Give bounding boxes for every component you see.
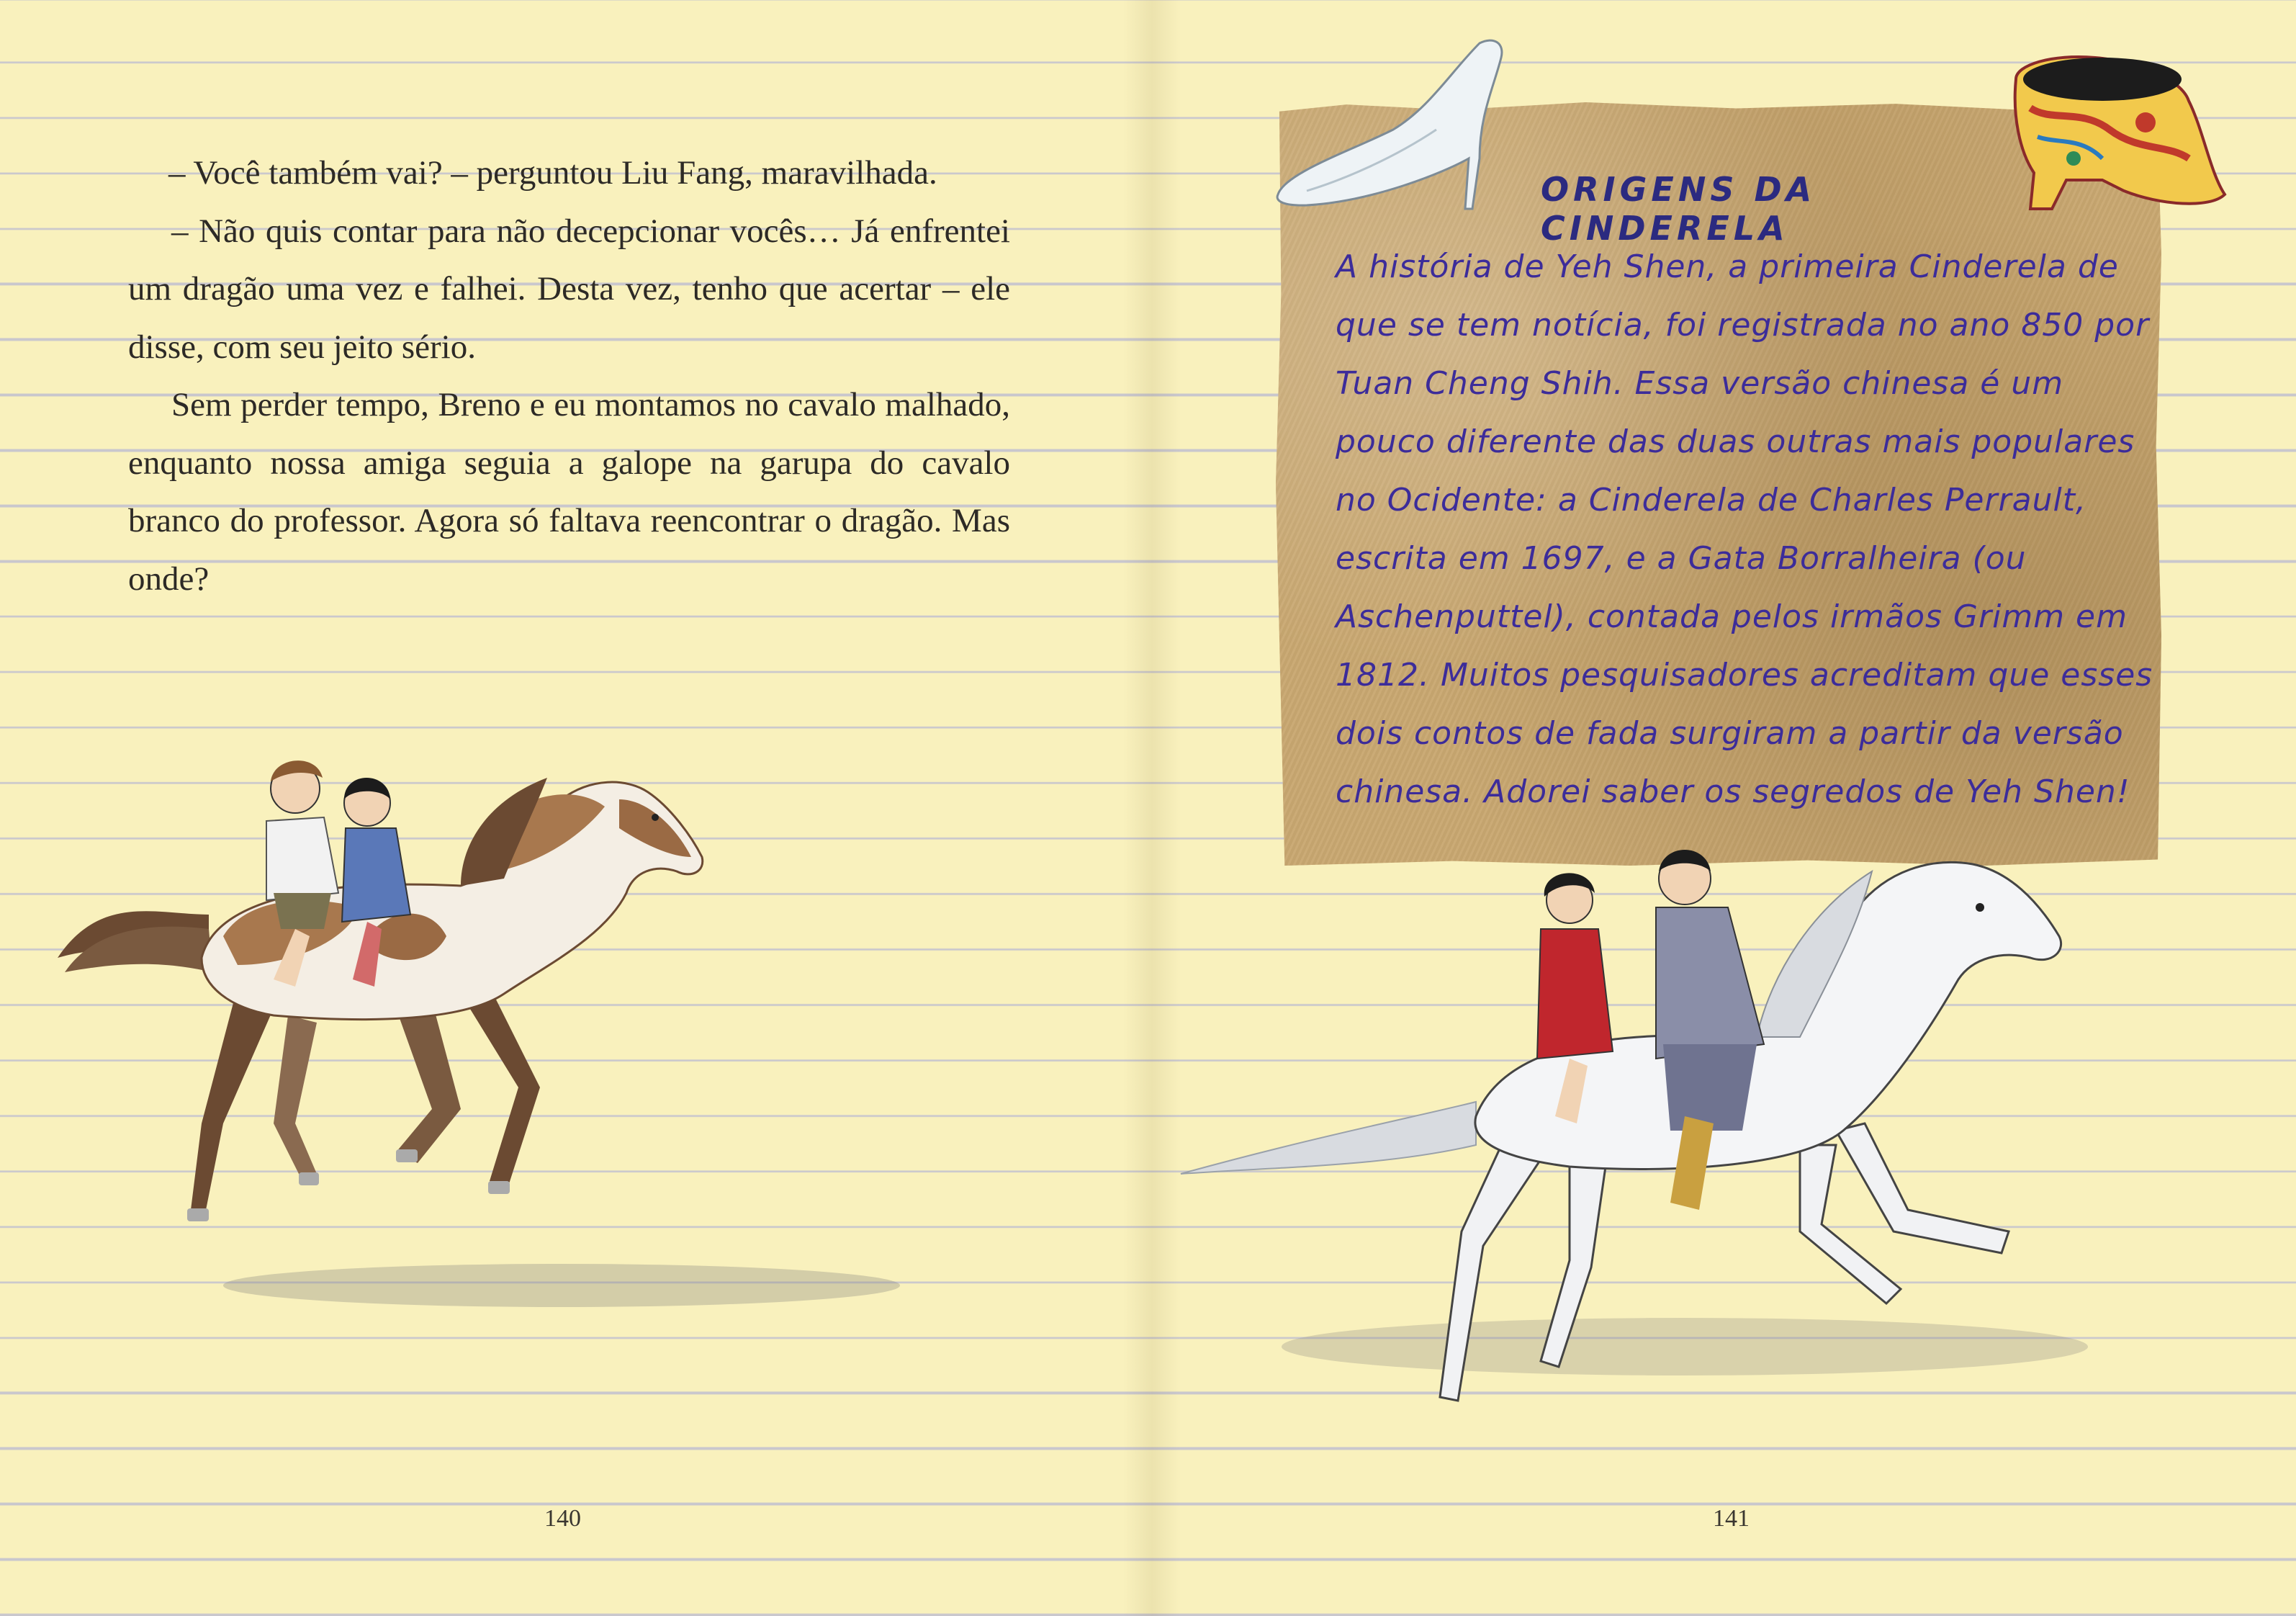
paragraph-2: – Não quis contar para não decepcionar vocês… Já enfrentei um dragão uma vez e falhei. Desta vez, tenho que acertar – ele disse, com seu jeito sério. [128, 212, 1010, 366]
sidebox-body: A história de Yeh Shen, a primeira Cinderela de que se tem notícia, foi registrada no ano 850 por Tuan Cheng Shih. Essa versão chinesa é um pouco diferente das duas outras mais populares no Ocidente: a Cinderela de Charles Perrault, escrita em 1697, e a Gata Borralheira (ou Aschenputtel), contada pelos irmãos Grimm em 1812. Muitos pesquisadores acreditam que esses dois contos de fada surgiram a partir da versão chinesa. Adorei saber os segredos de Yeh Shen! [1336, 248, 2153, 810]
left-page-text [128, 144, 1010, 608]
white-horse-with-two-riders-icon [1166, 828, 2189, 1440]
sidebox-title: ORIGENS DA CINDERELA [1541, 170, 1816, 248]
pinto-horse-with-two-children-icon [58, 749, 1015, 1325]
paragraph-3: Sem perder tempo, Breno e eu montamos no cavalo malhado, enquanto nossa amiga seguia a galope na garupa do cavalo branco do professor. Agora só faltava reencontrar o dragão. Mas onde? [128, 386, 1010, 598]
glass-slipper-icon [1264, 29, 1523, 216]
chinese-embroidered-shoe-icon [1994, 36, 2232, 230]
paragraph-1: – Você também vai? – perguntou Liu Fang, maravilhada. [168, 154, 937, 192]
page-number-right: 141 [1713, 1505, 1750, 1532]
page-number-left: 140 [544, 1505, 581, 1532]
